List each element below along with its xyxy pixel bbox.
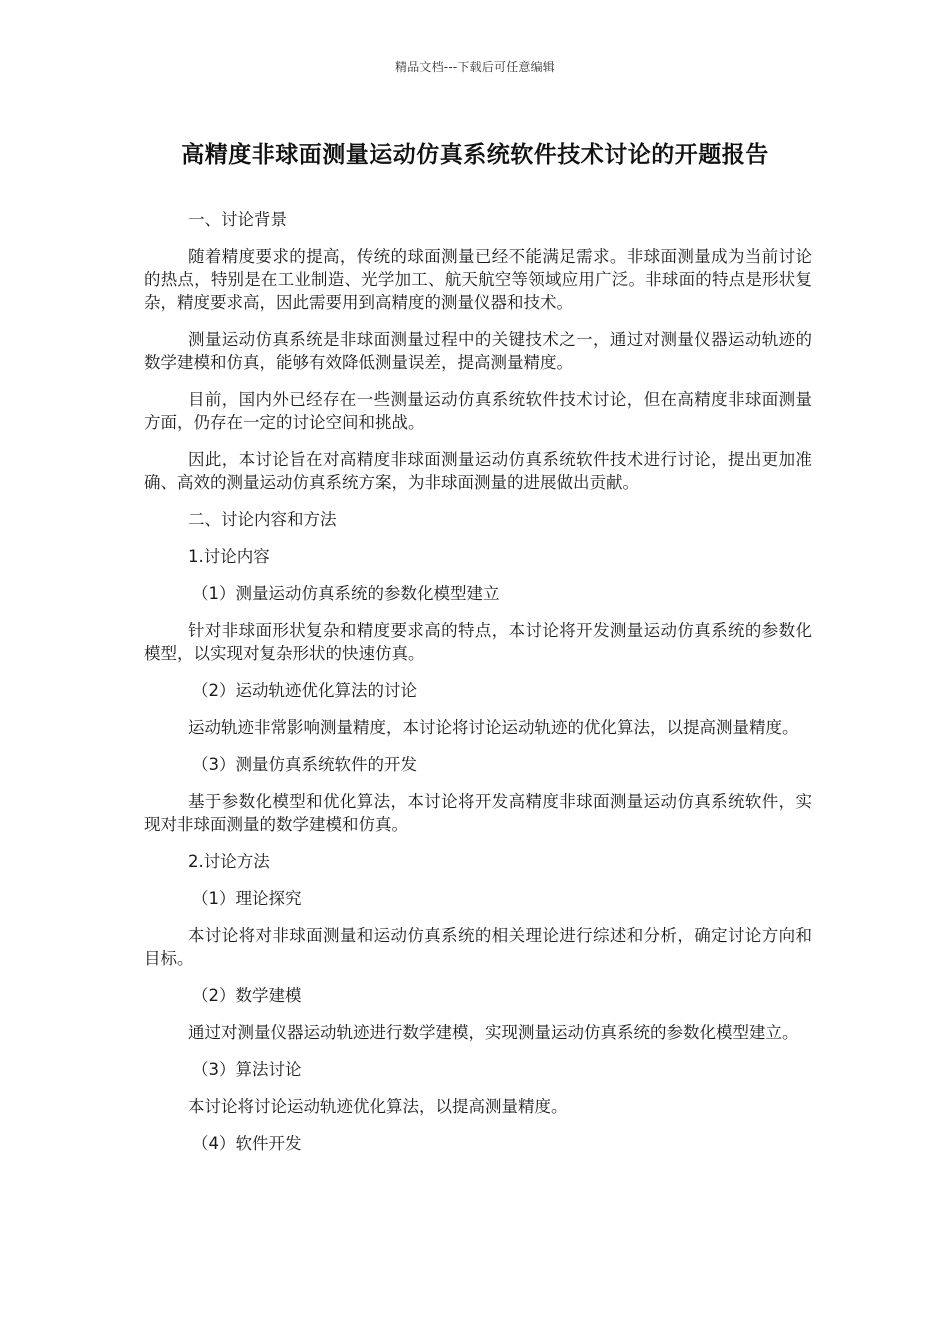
item-heading-method-2: （2）数学建模 <box>192 986 302 1005</box>
paragraph-background-2: 测量运动仿真系统是非球面测量过程中的关键技术之一，通过对测量仪器运动轨迹的数学建模和仿真，能够有效降低测量误差，提高测量精度。 <box>144 330 812 372</box>
item-text-method-1: 本讨论将对非球面测量和运动仿真系统的相关理论进行综述和分析，确定讨论方向和目标。 <box>144 926 812 968</box>
section-heading-content-method: 二、讨论内容和方法 <box>188 510 337 529</box>
paragraph-background-3: 目前，国内外已经存在一些测量运动仿真系统软件技术讨论，但在高精度非球面测量方面，仍存在一定的讨论空间和挑战。 <box>144 390 812 432</box>
item-text-content-2: 运动轨迹非常影响测量精度，本讨论将讨论运动轨迹的优化算法，以提高测量精度。 <box>188 718 799 737</box>
item-heading-content-2: （2）运动轨迹优化算法的讨论 <box>192 681 417 700</box>
item-text-method-3: 本讨论将讨论运动轨迹优化算法，以提高测量精度。 <box>188 1097 568 1116</box>
item-heading-method-4: （4）软件开发 <box>192 1134 302 1153</box>
item-text-content-3: 基于参数化模型和优化算法，本讨论将开发高精度非球面测量运动仿真系统软件，实现对非球面测量的数学建模和仿真。 <box>144 792 812 834</box>
section-heading-background: 一、讨论背景 <box>188 210 287 229</box>
item-heading-method-3: （3）算法讨论 <box>192 1060 302 1079</box>
subheading-content: 1.讨论内容 <box>188 547 270 566</box>
item-heading-content-3: （3）测量仿真系统软件的开发 <box>192 755 417 774</box>
paragraph-background-4: 因此，本讨论旨在对高精度非球面测量运动仿真系统软件技术进行讨论，提出更加准确、高效的测量运动仿真系统方案，为非球面测量的进展做出贡献。 <box>144 450 812 492</box>
item-heading-content-1: （1）测量运动仿真系统的参数化模型建立 <box>192 584 500 603</box>
header-note: 精品文档---下载后可任意编辑 <box>395 60 555 74</box>
document-title: 高精度非球面测量运动仿真系统软件技术讨论的开题报告 <box>181 142 769 168</box>
item-text-content-1: 针对非球面形状复杂和精度要求高的特点，本讨论将开发测量运动仿真系统的参数化模型，以实现对复杂形状的快速仿真。 <box>144 621 812 663</box>
document-body <box>144 208 812 1155</box>
paragraph-background-1: 随着精度要求的提高，传统的球面测量已经不能满足需求。非球面测量成为当前讨论的热点，特别是在工业制造、光学加工、航天航空等领域应用广泛。非球面的特点是形状复杂，精度要求高，因此需要用到高精度的测量仪器和技术。 <box>144 247 812 312</box>
item-text-method-2: 通过对测量仪器运动轨迹进行数学建模，实现测量运动仿真系统的参数化模型建立。 <box>188 1023 799 1042</box>
subheading-method: 2.讨论方法 <box>188 852 270 871</box>
item-heading-method-1: （1）理论探究 <box>192 889 302 908</box>
